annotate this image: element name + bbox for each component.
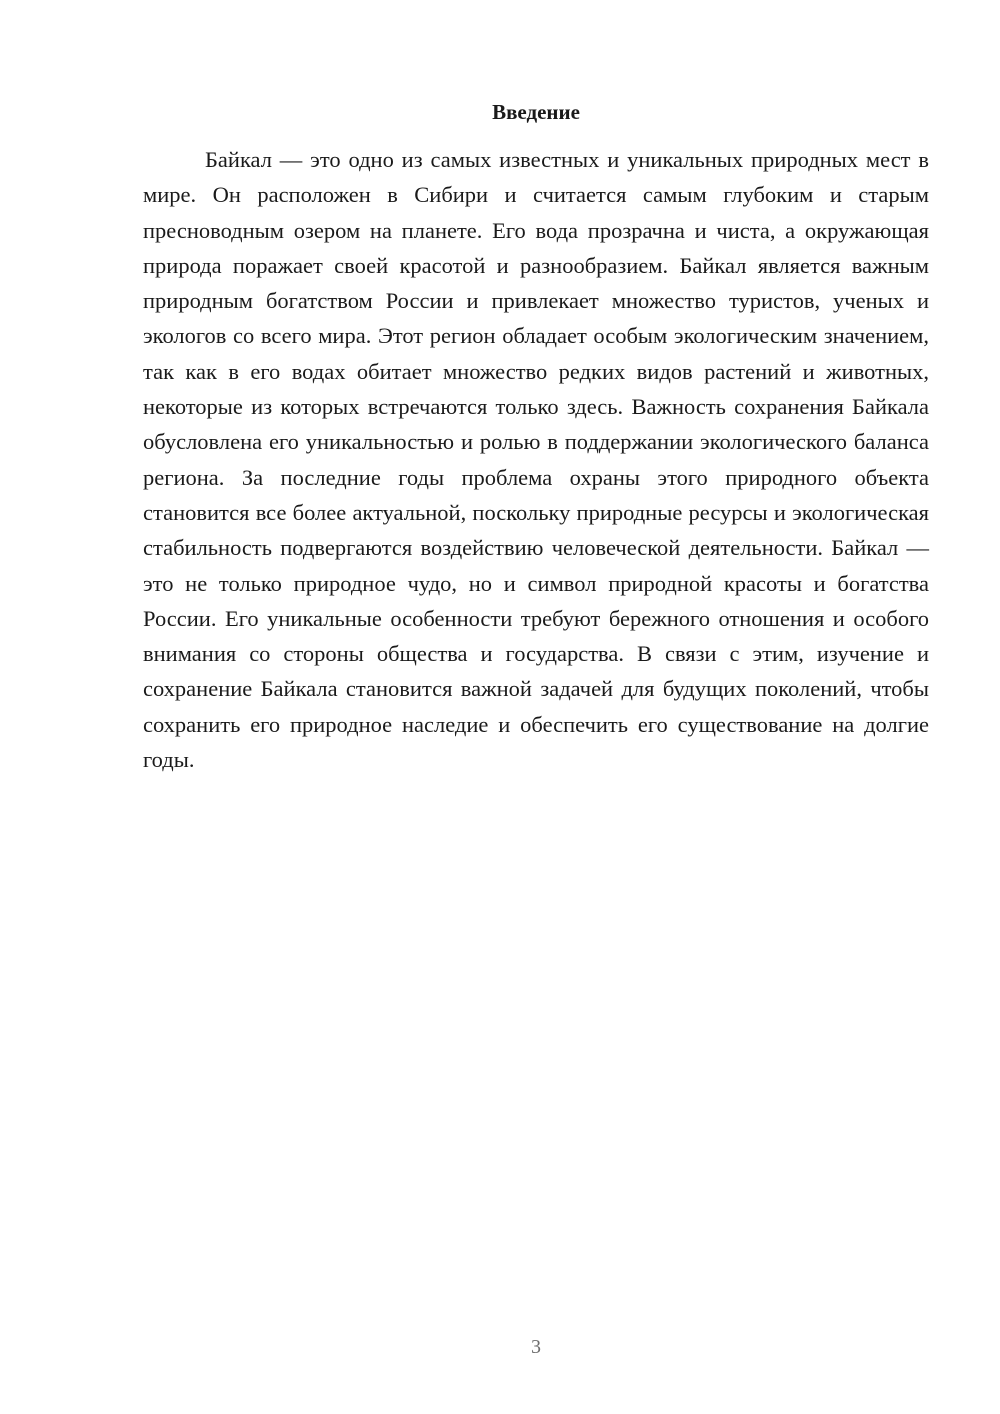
section-heading: Введение	[492, 100, 580, 124]
page-number: 3	[531, 1336, 541, 1358]
body-paragraph: Байкал — это одно из самых известных и уникальных природных мест в мире. Он расположен в Сибири и считается самым глубоким и старым пресноводным озером на планете. Его вода прозрачна и чиста, а окружающая природа поражает своей красотой и разнообразием. Байкал является важным природным богатством России и привлекает множество туристов, ученых и экологов со всего мира. Этот регион обладает особым экологическим значением, так как в его водах обитает множество редких видов растений и животных, некоторые из которых встречаются только здесь. Важность сохранения Байкала обусловлена его уникальностью и ролью в поддержании экологического баланса региона. За последние годы проблема охраны этого природного объекта становится все более актуальной, поскольку природные ресурсы и экологическая стабильность подвергаются воздействию человеческой деятельности. Байкал — это не только природное чудо, но и символ природной красоты и богатства России. Его уникальные особенности требуют бережного отношения и особого внимания со стороны общества и государства. В связи с этим, изучение и сохранение Байкала становится важной задачей для будущих поколений, чтобы сохранить его природное наследие и обеспечить его существование на долгие годы.	[143, 147, 929, 773]
